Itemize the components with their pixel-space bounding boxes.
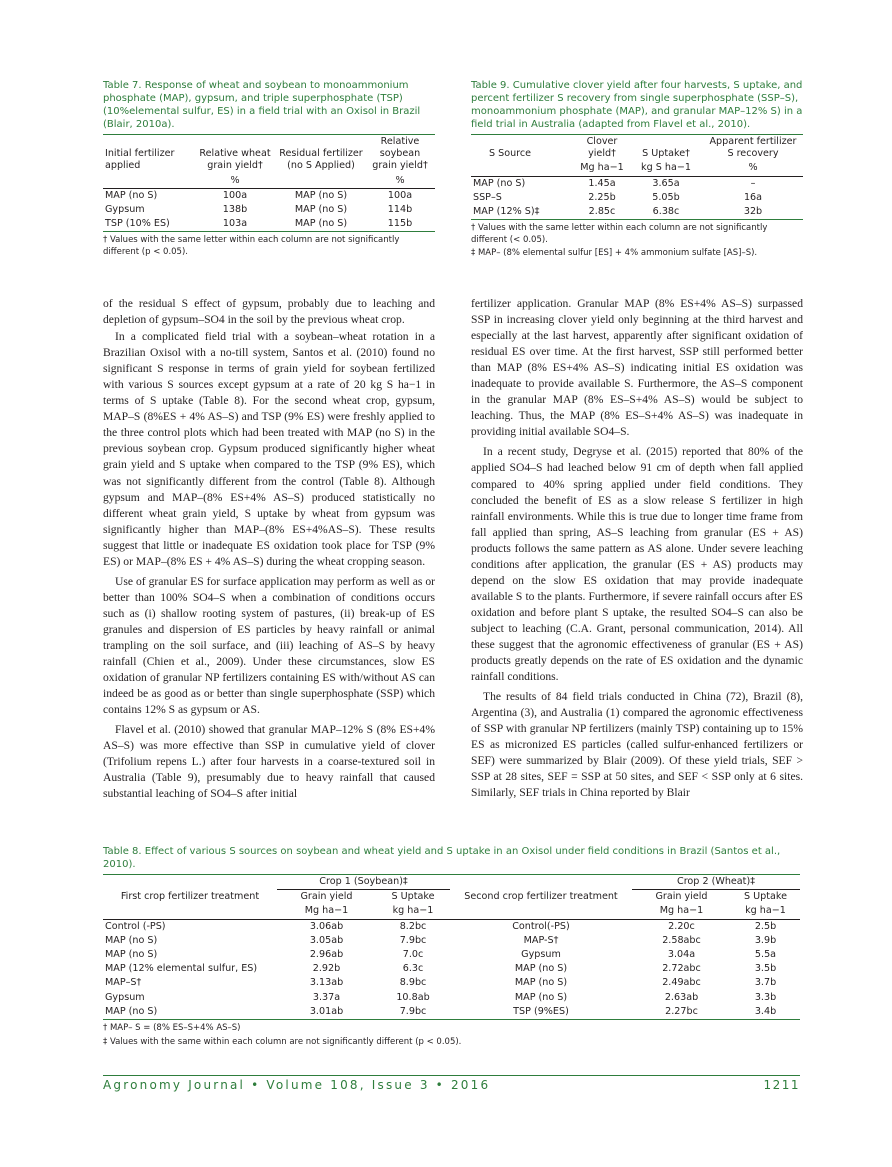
- table-cell: 103a: [222, 218, 248, 230]
- table-cell: MAP (12% S)‡: [473, 206, 540, 218]
- table-header: Relative soybean grain yield†: [372, 136, 428, 172]
- table-8-block: [103, 845, 800, 1048]
- table-cell: 5.05b: [652, 191, 680, 203]
- table-cell: MAP (no S): [473, 177, 526, 189]
- table-header: Apparent fertilizer S recovery: [709, 136, 797, 160]
- page-footer: [103, 1075, 800, 1094]
- table-unit: [471, 161, 575, 176]
- paragraph: In a recent study, Degryse et al. (2015) reported that 80% of the applied SO4–S had leached below 91 cm of depth when fall applied compared to 40% spring applied under field conditions. They concluded the benefit of ES as a slow release S fertilizer in high rainfall environments. While this is true due to longer time frame from fall applied than spring, AS–S leaching from granular (ES + AS) products follows the same pattern as AS alone. Under severe leaching conditions after application, the granular (ES + AS) products may depend on the slow ES oxidation that may provide inadequate available S to the plants. Furthermore, if severe rainfall occurs after ES oxidation and before plant S uptake, the resulted SO4–S can also be subject to leaching (C.A. Grant, personal communication, 2014). All these suggest that the agronomic effectiveness of granular (ES + AS) products greatly depends on the rate of ES oxidation and the dynamic rainfall conditions.: [471, 445, 803, 684]
- paragraph: The results of 84 field trials conducted in China (72), Brazil (8), Argentina (3), and Australia (1) compared the agronomic effectiveness of SSP with granular NP fertilizers (mainly TSP) containing up to 15% ES as micronized ES particles (called sulfur-enhanced fertilizers or SEF) were summarized by Blair (2009). Of these yield trials, SEF > SSP at 28 sites, SEF = SSP at 50 sites, and SEF < SSP only at 6 sites. Similarly, SEF trials in China reported by Blair: [471, 690, 803, 800]
- table-row: [471, 205, 803, 220]
- table-header: Initial fertilizer applied: [105, 148, 175, 172]
- table-cell: MAP (no S): [294, 218, 348, 230]
- table-unit: Mg ha−1: [304, 905, 349, 917]
- table-7-caption: Table 7. Response of wheat and soybean to monoammonium phosphate (MAP), gypsum, and triple superphosphate (TSP) (10%elemental sulfur, ES) in a field trial with an Oxisol in Brazil (Blair, 2010a).: [103, 80, 421, 130]
- table-unit: Mg ha−1: [659, 905, 704, 917]
- table-cell: 6.38c: [652, 206, 680, 218]
- table-8-body: [103, 919, 800, 1019]
- table-cell: 3.05ab: [309, 934, 344, 946]
- table-cell: 100a: [222, 189, 248, 201]
- table-unit: [103, 904, 277, 919]
- table-cell: 2.49abc: [662, 977, 701, 989]
- table-header: Grain yield: [300, 891, 353, 903]
- table-7: [103, 134, 435, 232]
- table-unit: [450, 904, 632, 919]
- table-cell: MAP (no S): [294, 189, 348, 201]
- table-9-footnote-2: ‡ MAP– (8% elemental sulfur [ES] + 4% ammonium sulfate [AS]–S).: [471, 248, 758, 259]
- table-row: [103, 976, 800, 990]
- paragraph: Flavel et al. (2010) showed that granular MAP–12% S (8% ES+4% AS–S) was more effective than SSP in cumulative yield of clover (Trifolium repens L.) after four harvests in a coarse-textured soil in Australia (Table 9), presumably due to heavy rainfall that caused substantial leaching of SO4–S after initial: [103, 723, 435, 801]
- table-cell: MAP–S†: [105, 977, 142, 989]
- table-row: [103, 217, 435, 232]
- table-row: [103, 188, 435, 203]
- table-cell: TSP (9%ES): [513, 1005, 569, 1017]
- table-unit: [103, 174, 193, 189]
- table-cell: MAP (no S): [105, 1005, 158, 1017]
- table-header: S Uptake†: [642, 148, 690, 160]
- table-header: S Source: [489, 148, 532, 160]
- table-cell: 8.2bc: [399, 920, 427, 932]
- left-body-text: [103, 296, 435, 802]
- table-8: [103, 874, 800, 1020]
- table-cell: 2.96ab: [309, 949, 344, 961]
- table-cell: 3.01ab: [309, 1005, 344, 1017]
- table-unit: Mg ha−1: [580, 162, 624, 174]
- journal-info: Agronomy Journal • Volume 108, Issue 3 • 2016: [103, 1078, 491, 1092]
- table-row: [103, 948, 800, 962]
- table-cell: 2.72abc: [662, 963, 701, 975]
- table-cell: MAP (no S): [105, 934, 158, 946]
- table-cell: –: [750, 177, 756, 189]
- table-cell: 3.7b: [754, 977, 777, 989]
- table-cell: 2.85c: [588, 206, 616, 218]
- table-9-caption: Table 9. Cumulative clover yield after four harvests, S uptake, and percent fertilizer S recovery from single superphosphate (SSP–S), monoammonium phosphate (MAP), and granular MAP–12% S) in a field trial in Australia (adapted from Flavel et al., 2010).: [471, 80, 803, 130]
- table-cell: 114b: [387, 204, 413, 216]
- table-9-footnote-1: † Values with the same letter within each column are not significantly different (< 0.05).: [471, 223, 768, 245]
- table-cell: 3.04a: [667, 949, 696, 961]
- table-7-block: [103, 79, 435, 258]
- table-unit: %: [395, 174, 405, 186]
- table-cell: 3.4b: [754, 1005, 777, 1017]
- table-header: Residual fertilizer (no S Applied): [279, 148, 363, 172]
- table-cell: 2.58abc: [662, 934, 701, 946]
- paragraph: Use of granular ES for surface application may perform as well as or better than 100% SO4–S when a combination of conditions occurs such as (i) shallow rooting system of pastures, (ii) break-up of ES granules and dispersion of ES particles by heavy rainfall or animal trampling on the soil surface, and (iii) leaching of AS–S by heavy rainfall (Chien et al., 2009). Under these circumstances, slow ES oxidation of granular NP fertilizers containing ES with/without AS can indeed be as good as or better than single superphosphate (SSP) which contains 12% S as gypsum or AS.: [103, 574, 435, 717]
- table-row: [103, 1005, 800, 1020]
- table-cell: 2.20c: [668, 920, 695, 932]
- table-unit: kg ha−1: [745, 905, 786, 917]
- table-cell: MAP (no S): [514, 963, 568, 975]
- table-cell: 2.25b: [588, 191, 616, 203]
- paragraph: In a complicated field trial with a soybean–wheat rotation in a Brazilian Oxisol with a no-till system, Santos et al. (2010) found no significant S response in terms of grain yield for soybean fertilized with various S sources except gypsum at a rate of 20 kg S ha−1 in terms of S uptake (Table 8). For the second wheat crop, gypsum, MAP–S (8%ES + 4% AS–S) and TSP (9% ES) were freshly applied to the three control plots which had been treated with MAP (no S) in the previous soybean crop. Gypsum produced significantly higher wheat grain yield and S uptake when compared to the TSP (9% ES), which was not significantly different from the control (Table 8). Although gypsum and MAP–(8% ES+4% AS–S) produced statistically no different wheat grain yield, S uptake by wheat from gypsum was significantly higher than MAP–(8% ES+4%AS–S). These results suggest that little or inadequate ES oxidation took place for TSP (9% ES) or MAP–(8% ES + 4% AS–S) during the wheat cropping season.: [103, 330, 435, 568]
- table-cell: TSP (10% ES): [105, 218, 170, 230]
- table-cell: 3.06ab: [309, 920, 344, 932]
- table-cell: MAP (no S): [514, 977, 568, 989]
- table-cell: Control (-PS): [105, 920, 166, 932]
- table-cell: 7.9bc: [399, 934, 427, 946]
- table-cell: 3.65a: [652, 177, 680, 189]
- right-body-text: [471, 296, 803, 801]
- table-8-footnote-2: ‡ Values with the same within each column are not significantly different (p < 0.05).: [103, 1036, 462, 1047]
- table-cell: 3.3b: [754, 991, 777, 1003]
- paragraph: of the residual S effect of gypsum, probably due to leaching and depletion of gypsum–SO4 in the soil by the previous wheat crop.: [103, 297, 435, 327]
- table-cell: 3.37a: [312, 991, 341, 1003]
- table-cell: 115b: [387, 218, 413, 230]
- table-unit: %: [230, 174, 240, 186]
- table-cell: 1.45a: [588, 177, 616, 189]
- table-row: [103, 934, 800, 948]
- table-row: [103, 991, 800, 1005]
- page-number: 1211: [763, 1078, 800, 1092]
- table-header: S Uptake: [743, 891, 787, 903]
- table-row: [103, 962, 800, 976]
- table-cell: MAP (12% elemental sulfur, ES): [105, 963, 258, 975]
- table-cell: MAP-S†: [523, 934, 559, 946]
- table-cell: 3.13ab: [309, 977, 344, 989]
- table-header: First crop fertilizer treatment: [120, 891, 260, 903]
- table-cell: 3.9b: [754, 934, 777, 946]
- table-cell: Control(-PS): [512, 920, 570, 932]
- table-cell: 16a: [743, 191, 763, 203]
- table-cell: MAP (no S): [294, 204, 348, 216]
- table-unit: kg ha−1: [392, 905, 434, 917]
- table-8-footnote-1: † MAP– S = (8% ES–S+4% AS–S): [103, 1023, 241, 1034]
- table-cell: Gypsum: [105, 991, 145, 1003]
- table-cell: 7.9bc: [399, 1005, 427, 1017]
- table-row: [103, 919, 800, 934]
- table-cell: Gypsum: [105, 204, 145, 216]
- table-cell: Gypsum: [521, 949, 561, 961]
- table-9-block: [471, 79, 803, 260]
- table-cell: 7.0c: [402, 949, 424, 961]
- crop-2-header: Crop 2 (Wheat)‡: [632, 875, 800, 890]
- table-9: [471, 134, 803, 220]
- table-cell: MAP (no S): [105, 949, 158, 961]
- table-cell: 2.92b: [312, 963, 341, 975]
- table-header: Grain yield: [655, 891, 708, 903]
- table-cell: 3.5b: [754, 963, 777, 975]
- table-cell: MAP (no S): [105, 189, 158, 201]
- table-row: [471, 191, 803, 205]
- table-7-footnote: † Values with the same letter within each column are not significantly different (p < 0.05).: [103, 235, 400, 257]
- table-header: Clover yield†: [586, 136, 618, 160]
- table-cell: 10.8ab: [396, 991, 430, 1003]
- table-header: Relative wheat grain yield†: [199, 148, 271, 172]
- table-unit: [277, 174, 365, 189]
- table-cell: 138b: [222, 204, 248, 216]
- crop-1-header: Crop 1 (Soybean)‡: [277, 875, 450, 890]
- table-cell: SSP–S: [473, 191, 502, 203]
- table-cell: 2.27bc: [665, 1005, 698, 1017]
- table-cell: 6.3c: [402, 963, 424, 975]
- table-cell: 5.5a: [754, 949, 777, 961]
- table-unit: %: [748, 162, 758, 174]
- table-cell: MAP (no S): [514, 991, 568, 1003]
- table-header: Second crop fertilizer treatment: [464, 891, 618, 903]
- table-cell: 100a: [387, 189, 413, 201]
- paragraph: fertilizer application. Granular MAP (8% ES+4% AS–S) surpassed SSP in increasing clover yield only beginning at the third harvest and especially at the last harvest, apparently after significant oxidation of residual ES over time. At the first harvest, SSP still performed better than MAP (8% ES+4% AS–S) indicating initial ES oxidation was inadequate to provide available S. Furthermore, the AS–S component in the granular MAP (8% ES–S+4% AS–S) would be subject to leaching. Thus, the MAP (8% ES–S+4% AS–S) was inadequate in providing initial available SO4–S.: [471, 297, 803, 439]
- table-cell: 8.9bc: [399, 977, 427, 989]
- table-cell: 2.63ab: [664, 991, 699, 1003]
- table-header: S Uptake: [391, 891, 435, 903]
- table-row: [103, 203, 435, 217]
- table-row: [471, 176, 803, 191]
- table-8-caption: Table 8. Effect of various S sources on soybean and wheat yield and S uptake in an Oxisol under field conditions in Brazil (Santos et al., 2010).: [103, 846, 781, 870]
- table-cell: 2.5b: [754, 920, 777, 932]
- table-unit: kg S ha−1: [641, 162, 691, 174]
- table-cell: 32b: [743, 206, 763, 218]
